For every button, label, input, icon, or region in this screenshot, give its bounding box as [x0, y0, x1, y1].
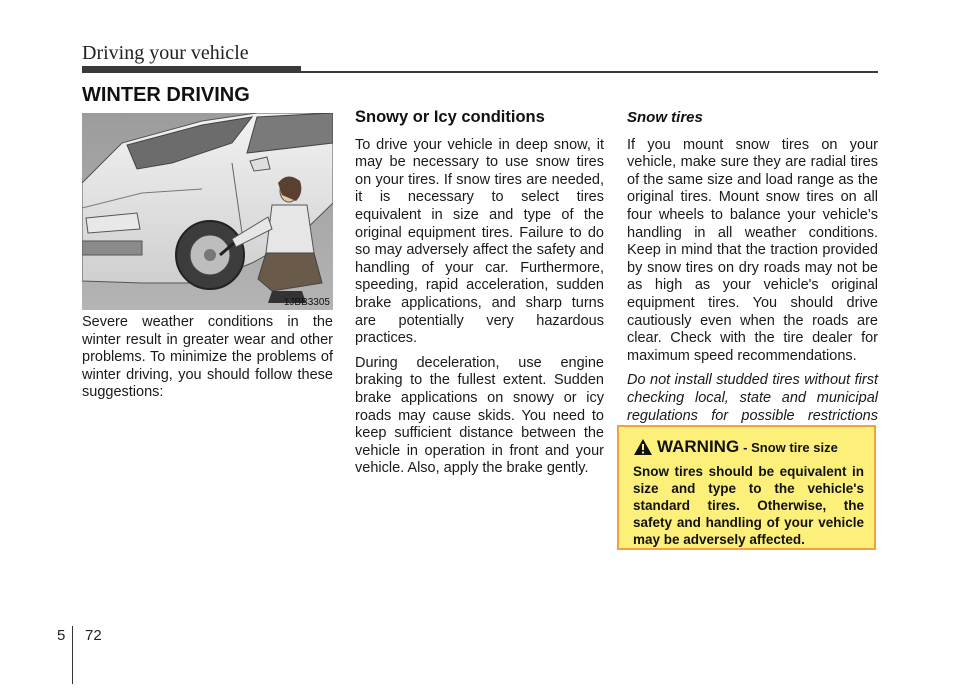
warning-header: [633, 437, 864, 457]
footer-divider: [72, 626, 73, 684]
section-title: WINTER DRIVING: [82, 84, 250, 106]
warning-subtitle: - Snow tire size: [743, 439, 838, 455]
snowy-heading: Snowy or Icy conditions: [355, 108, 545, 126]
winter-tire-illustration: [82, 113, 333, 310]
warning-label: WARNING: [657, 437, 740, 456]
header-rule-thin: [301, 71, 878, 73]
snowy-paragraph-1: To drive your vehicle in deep snow, it may be necessary to use snow tires on your tires. If snow tires are needed, it is necessary to select tires equivalent in size and type of the original equipment tires. Failure to do so may adversely affect the safety and handling of your car. Furthermore, speeding, rapid acceleration, sudden brake applications, and sharp turns are potentially very hazardous practices.: [355, 136, 604, 347]
intro-column: [82, 314, 333, 409]
warning-box: [617, 425, 876, 550]
snow-tires-column: [627, 109, 878, 450]
snowy-column: [355, 109, 604, 485]
car-and-person-drawing: [82, 113, 333, 310]
figure-code: 1JBB3305: [283, 297, 330, 308]
snow-tires-heading: Snow tires: [627, 109, 703, 126]
header-rule-thick: [82, 66, 301, 73]
snow-tires-paragraph-1: If you mount snow tires on your vehicle, make sure they are radial tires of the same size and load range as the original tires. Mount snow tires on all four wheels to balance your vehicle’s handling in all weather conditions. Keep in mind that the traction provided by snow tires on dry roads may not be as high as your vehicle's original equipment tires. You should drive cautiously even when the roads are clear. Check with the tire dealer for maximum speed recommendations.: [627, 136, 878, 364]
intro-paragraph: Severe weather conditions in the winter result in greater wear and other problems. To minimize the problems of winter driving, you should follow these suggestions:: [82, 314, 333, 401]
chapter-title: Driving your vehicle: [82, 42, 249, 64]
snowy-paragraph-2: During deceleration, use engine braking to the fullest extent. Sudden brake applications on snowy or icy roads may cause skids. You need to keep sufficient distance between the vehicle in operation in front and your vehicle. Also, apply the brake gently.: [355, 354, 604, 477]
chapter-number: 5: [57, 627, 66, 644]
page-number: 72: [85, 627, 102, 644]
warning-icon: [633, 438, 653, 456]
snow-tires-paragraph-2: Do not install studded tires without first checking local, state and municipal regulations for possible restrictions: [627, 372, 878, 424]
warning-body: Snow tires should be equivalent in size and type to the vehicle's standard tires. Otherwise, the safety and handling of your vehicle may be adversely affected.: [633, 464, 864, 547]
